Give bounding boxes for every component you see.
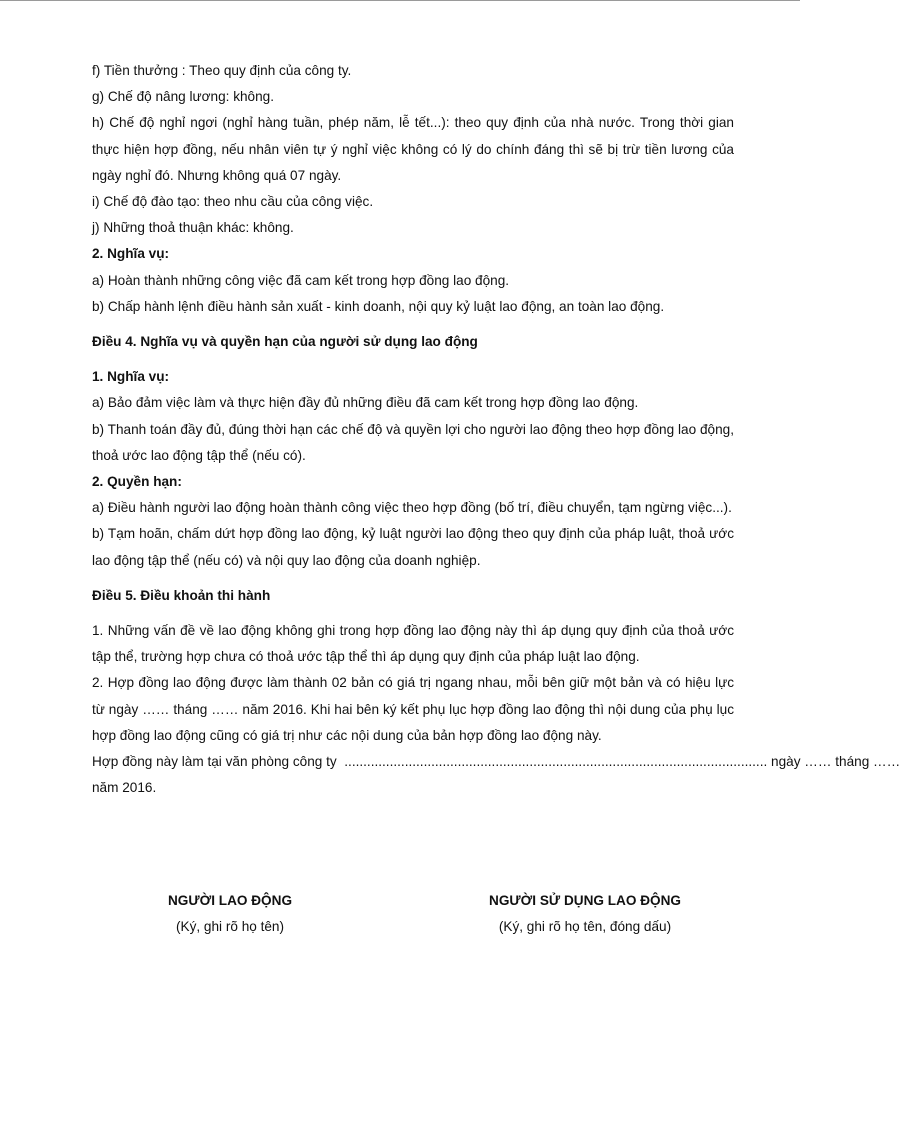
page-top-edge [0, 0, 800, 1]
article-5-title: Điều 5. Điều khoản thi hành [92, 587, 271, 603]
signing-place-blank: ................................................................................................................ [344, 754, 768, 770]
employee-signature-note: (Ký, ghi rõ họ tên) [175, 919, 285, 934]
employee-signature-block [130, 888, 330, 940]
employer-rights-heading: 2. Quyền hạn: [92, 474, 182, 490]
employer-duties-heading: 1. Nghĩa vụ: [92, 369, 170, 385]
employer-right-a: a) Điều hành người lao động hoàn thành công việc theo hợp đồng (bố trí, điều chuyển, tạm ngừng việc...). [92, 500, 732, 516]
employer-signature-block [460, 888, 710, 940]
employee-duty-b: b) Chấp hành lệnh điều hành sản xuất - kinh doanh, nội quy kỷ luật lao động, an toàn lao động. [92, 298, 665, 314]
employee-duty-a: a) Hoàn thành những công việc đã cam kết trong hợp đồng lao động. [92, 272, 510, 288]
employer-signature-title: NGƯỜI SỬ DỤNG LAO ĐỘNG [489, 893, 681, 908]
article-4-title: Điều 4. Nghĩa vụ và quyền hạn của người sử dụng lao động [92, 334, 478, 350]
employer-duty-b: b) Thanh toán đầy đủ, đúng thời hạn các chế độ và quyền lợi cho người lao động theo hợp đồng lao động, thoả ước lao động tập thể (nếu có). [92, 421, 734, 463]
signing-date-suffix: ngày …… tháng …… [771, 754, 900, 770]
clause-f-bonus: f) Tiền thưởng : Theo quy định của công ty. [92, 63, 352, 78]
clause-i-training: i) Chế độ đào tạo: theo nhu cầu của công việc. [92, 194, 374, 210]
article-5-paragraph-1: 1. Những vấn đề về lao động không ghi trong hợp đồng lao động này thì áp dụng quy định của thoả ước tập thể, trường hợp chưa có thoả ước tập thể thì áp dụng quy định của pháp luật lao động. [92, 623, 734, 665]
employee-duties-heading: 2. Nghĩa vụ: [92, 246, 170, 262]
signing-year: năm 2016. [92, 780, 157, 796]
signing-place-prefix: Hợp đồng này làm tại văn phòng công ty [92, 754, 337, 770]
contract-page [92, 58, 900, 801]
employer-duty-a: a) Bảo đảm việc làm và thực hiện đầy đủ những điều đã cam kết trong hợp đồng lao động. [92, 395, 639, 411]
signing-place-line [92, 749, 900, 775]
employee-signature-title: NGƯỜI LAO ĐỘNG [167, 893, 293, 908]
employer-right-b: b) Tạm hoãn, chấm dứt hợp đồng lao động, kỷ luật người lao động theo quy định của pháp luật, thoả ước lao động tập thể (nếu có) và nội quy lao động của doanh nghiệp. [92, 526, 734, 568]
clause-j-other-agreements: j) Những thoả thuận khác: không. [92, 220, 294, 236]
clause-h-rest-regime: h) Chế độ nghỉ ngơi (nghỉ hàng tuần, phép năm, lễ tết...): theo quy định của nhà nước. Trong thời gian thực hiện hợp đồng, nếu nhân viên tự ý nghỉ việc không có lý do chính đáng thì sẽ bị trừ tiền lương của ngày nghỉ đó. Nhưng không quá 07 ngày. [92, 115, 734, 183]
article-5-paragraph-2: 2. Hợp đồng lao động được làm thành 02 bản có giá trị ngang nhau, mỗi bên giữ một bản và có hiệu lực từ ngày …… tháng …… năm 2016. Khi hai bên ký kết phụ lục hợp đồng lao động thì nội dung của phụ lục hợp đồng lao động cũng có giá trị như các nội dung của bản hợp đồng lao động này. [92, 675, 734, 743]
clause-g-salary-raise: g) Chế độ nâng lương: không. [92, 89, 275, 105]
employer-signature-note: (Ký, ghi rõ họ tên, đóng dấu) [498, 919, 672, 934]
